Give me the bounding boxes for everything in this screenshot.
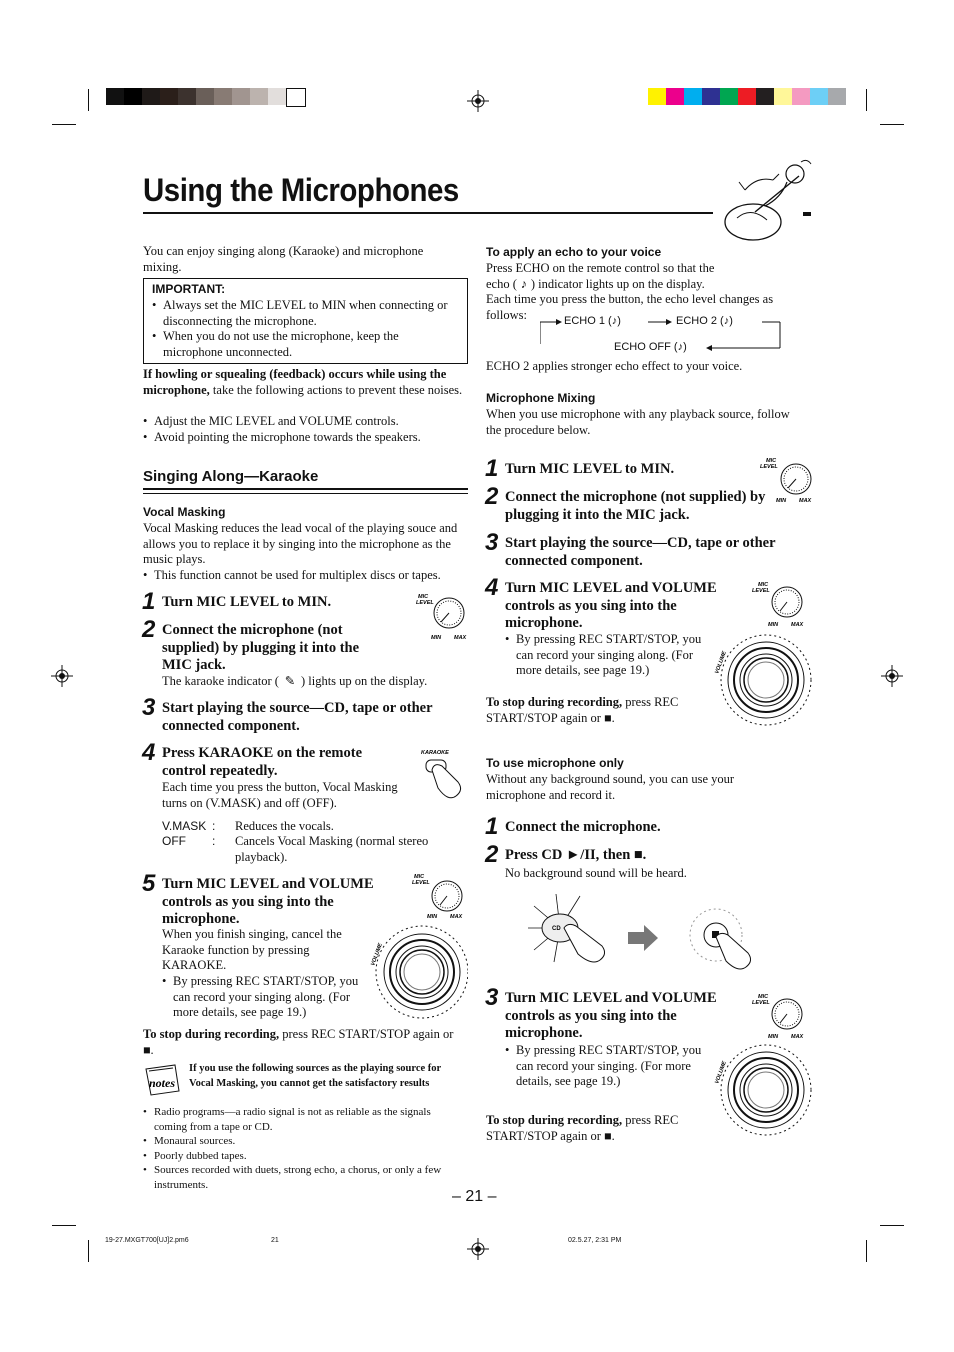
color-swatch bbox=[774, 88, 792, 105]
notes-label: notes bbox=[149, 1076, 176, 1090]
crop-mark bbox=[880, 124, 904, 125]
step-number: 1 bbox=[485, 813, 499, 840]
mic-only-step-3 bbox=[485, 984, 745, 1043]
volume-knob-icon bbox=[368, 920, 468, 1020]
list-item: • By pressing REC START/STOP, you can record your singing. (For more details, see page 19.) bbox=[505, 1043, 713, 1090]
vocal-masking-title: Vocal Masking bbox=[143, 505, 226, 519]
list-item: • Radio programs—a radio signal is not as reliable as the signals coming from a tape or CD. bbox=[143, 1105, 465, 1134]
cd-button-label: CD bbox=[552, 926, 561, 932]
cd-play-button-press-icon bbox=[520, 888, 620, 968]
howling-bold: If howling or squealing (feedback) occurs while using the microphone, bbox=[143, 367, 447, 397]
vocal-masking-text: Vocal Masking reduces the lead vocal of the playing souce and allows you to replace it by singing into the microphone as the music plays. bbox=[143, 521, 458, 567]
color-swatch bbox=[250, 88, 268, 105]
list-item: • Adjust the MIC LEVEL and VOLUME controls. bbox=[143, 414, 465, 430]
mode-row bbox=[162, 819, 462, 834]
knob-label-mic: MIC bbox=[418, 594, 429, 600]
knob-label-volume: VOLUME bbox=[370, 942, 384, 967]
howling-text bbox=[143, 367, 465, 398]
stop-bold: To stop during recording, bbox=[143, 1027, 280, 1041]
step-number: 4 bbox=[142, 739, 156, 766]
stop-rest: press REC START/STOP again or ■. bbox=[486, 1113, 679, 1143]
echo-indicator-icon: ♪ bbox=[520, 277, 528, 291]
karaoke-step-3 bbox=[142, 694, 462, 735]
color-swatch bbox=[106, 88, 124, 105]
list-item: • By pressing REC START/STOP, you can record your singing along. (For more details, see page 19.) bbox=[505, 632, 713, 679]
stop-rest: press REC START/STOP again or ■. bbox=[143, 1027, 454, 1057]
mode-desc: Reduces the vocals. bbox=[235, 819, 334, 833]
karaoke-step-5 bbox=[142, 870, 402, 929]
step4-detail: Each time you press the button, Vocal Masking turns on (V.MASK) and off (OFF). bbox=[162, 780, 398, 810]
volume-knob-icon bbox=[712, 628, 812, 728]
echo-off-label bbox=[614, 341, 687, 353]
crop-mark bbox=[52, 1225, 76, 1226]
color-swatch bbox=[702, 88, 720, 105]
registration-target-icon bbox=[51, 665, 73, 687]
list-item: • This function cannot be used for multiplex discs or tapes. bbox=[143, 568, 465, 584]
registration-target-icon bbox=[467, 1238, 489, 1260]
knob-label-level: LEVEL bbox=[412, 880, 430, 886]
karaoke-step-4 bbox=[142, 739, 402, 780]
mixing-step-3 bbox=[485, 529, 805, 570]
step-number: 3 bbox=[142, 694, 156, 721]
karaoke-indicator-text bbox=[162, 674, 462, 690]
notes-icon bbox=[143, 1063, 183, 1097]
mic-only-title: To use microphone only bbox=[486, 756, 624, 770]
echo-text-1: Press ECHO on the remote control so that the bbox=[486, 261, 715, 275]
important-box bbox=[143, 278, 468, 364]
mode-key: OFF bbox=[162, 834, 186, 848]
knob-label-min: MIN bbox=[431, 635, 442, 641]
step-text: Press KARAOKE on the remote control repeatedly. bbox=[162, 745, 363, 779]
mic-only-text: Without any background sound, you can use your microphone and record it. bbox=[486, 772, 735, 802]
volume-knob-icon bbox=[712, 1038, 812, 1138]
echo-text-2 bbox=[486, 277, 801, 293]
color-swatch bbox=[196, 88, 214, 105]
mixing-step-1 bbox=[485, 455, 755, 482]
list-item: • Poorly dubbed tapes. bbox=[143, 1149, 465, 1164]
color-swatch bbox=[792, 88, 810, 105]
echo-level-icon: ♪ bbox=[611, 315, 618, 327]
mode-key: V.MASK bbox=[162, 819, 207, 833]
color-swatch bbox=[268, 88, 286, 105]
echo-off-text: ECHO OFF ( bbox=[614, 341, 678, 353]
step-number: 2 bbox=[485, 483, 499, 510]
mode-colon: : bbox=[212, 819, 216, 833]
color-swatch bbox=[648, 88, 666, 105]
indicator-text-b: ) lights up on the display. bbox=[300, 674, 428, 688]
crop-mark bbox=[88, 89, 89, 111]
mic-only-bullets bbox=[505, 1043, 713, 1090]
echo-text-2b: ) indicator lights up on the display. bbox=[530, 277, 705, 291]
echo-1-label bbox=[564, 315, 621, 327]
step-text: Connect the microphone (not supplied) by plugging it into the MIC jack. bbox=[162, 622, 360, 673]
color-swatch bbox=[142, 88, 160, 105]
list-item: • Sources recorded with duets, strong echo, a chorus, or only a few instruments. bbox=[143, 1163, 465, 1192]
mixing-step-2 bbox=[485, 483, 805, 524]
step-text: Turn MIC LEVEL and VOLUME controls as you sing into the microphone. bbox=[162, 876, 374, 927]
mic-level-knob-icon bbox=[410, 872, 466, 922]
step-text: Turn MIC LEVEL and VOLUME controls as you sing into the microphone. bbox=[505, 580, 717, 631]
notes-list bbox=[143, 1105, 465, 1192]
echo-level-icon: ♪ bbox=[677, 341, 684, 353]
crop-mark bbox=[52, 124, 76, 125]
mic-only-step-1 bbox=[485, 813, 755, 840]
knob-label-mic: MIC bbox=[766, 458, 777, 464]
stop-bold: To stop during recording, bbox=[486, 695, 623, 709]
crop-mark bbox=[866, 1240, 867, 1262]
step-text: Press CD ►/II, then ■. bbox=[505, 847, 647, 863]
color-swatch bbox=[720, 88, 738, 105]
color-swatch bbox=[828, 88, 846, 105]
step-number: 3 bbox=[485, 984, 499, 1011]
step-number: 3 bbox=[485, 529, 499, 556]
footer-date: 02.5.27, 2:31 PM bbox=[568, 1237, 622, 1244]
footer-page: 21 bbox=[271, 1237, 279, 1244]
step-text: Start playing the source—CD, tape or other connected component. bbox=[505, 535, 776, 569]
knob-label-level: LEVEL bbox=[752, 588, 770, 594]
step-text: Start playing the source—CD, tape or other connected component. bbox=[162, 700, 433, 734]
knob-label-min: MIN bbox=[776, 498, 787, 504]
knob-label-mic: MIC bbox=[414, 874, 425, 880]
knob-label-level: LEVEL bbox=[760, 464, 778, 470]
knob-label-max: MAX bbox=[450, 914, 463, 920]
crop-mark bbox=[88, 1240, 89, 1262]
mic-only-stop-text bbox=[486, 1113, 701, 1144]
knob-label-volume: VOLUME bbox=[714, 650, 728, 675]
howling-rest: take the following actions to prevent these noises. bbox=[209, 382, 463, 397]
karaoke-indicator-icon: ✎ bbox=[284, 674, 296, 688]
important-list bbox=[152, 298, 452, 361]
knob-label-min: MIN bbox=[427, 914, 438, 920]
step-text: Connect the microphone (not supplied) by plugging it into the MIC jack. bbox=[505, 489, 766, 523]
crop-mark bbox=[866, 89, 867, 111]
arrow-icon bbox=[626, 924, 660, 952]
mode-colon: : bbox=[212, 834, 216, 848]
karaoke-step-2 bbox=[142, 616, 392, 675]
knob-label-volume: VOLUME bbox=[714, 1060, 728, 1085]
mic-level-knob-icon bbox=[414, 592, 470, 642]
mic-level-knob-icon bbox=[750, 580, 806, 630]
color-swatch bbox=[810, 88, 828, 105]
knob-label-mic: MIC bbox=[758, 994, 769, 1000]
stop-recording-text bbox=[143, 1027, 465, 1058]
paren: ) bbox=[729, 315, 733, 327]
mode-row bbox=[162, 834, 462, 866]
step-number: 1 bbox=[142, 588, 156, 615]
footer-file: 19-27.MXGT700[UJ]2.pm6 bbox=[105, 1237, 189, 1244]
knob-label-min: MIN bbox=[768, 622, 779, 628]
registration-target-icon bbox=[881, 665, 903, 687]
knob-label-level: LEVEL bbox=[752, 1000, 770, 1006]
color-swatch bbox=[178, 88, 196, 105]
list-item: • By pressing REC START/STOP, you can record your singing along. (For more details, see page 19.) bbox=[162, 974, 372, 1021]
step-text: Turn MIC LEVEL to MIN. bbox=[162, 594, 332, 610]
mixing-stop-text bbox=[486, 695, 701, 726]
paren: ) bbox=[617, 315, 621, 327]
step-number: 1 bbox=[485, 455, 499, 482]
mixing-bullets bbox=[505, 632, 713, 679]
step5-bullets bbox=[162, 974, 372, 1021]
echo-1-text: ECHO 1 ( bbox=[564, 315, 612, 327]
echo-text-3: Each time you press the button, the echo level changes as follows: bbox=[486, 292, 774, 322]
vocal-masking-note bbox=[143, 568, 465, 584]
echo-cycle-diagram bbox=[540, 306, 785, 352]
section-title-karaoke: Singing Along—Karaoke bbox=[143, 468, 319, 485]
mixing-step-4 bbox=[485, 574, 745, 633]
page-title: Using the Microphones bbox=[143, 172, 459, 208]
echo-title: To apply an echo to your voice bbox=[486, 245, 662, 259]
knob-label-max: MAX bbox=[791, 622, 804, 628]
knob-label-mic: MIC bbox=[758, 582, 769, 588]
stop-bold: To stop during recording, bbox=[486, 1113, 623, 1127]
knob-label-max: MAX bbox=[799, 498, 812, 504]
mic-only-step-2 bbox=[485, 841, 755, 868]
color-swatch bbox=[214, 88, 232, 105]
karaoke-button-label: KARAOKE bbox=[421, 750, 449, 756]
list-item: • Always set the MIC LEVEL to MIN when connecting or disconnecting the microphone. bbox=[152, 298, 452, 329]
step-number: 5 bbox=[142, 870, 156, 897]
section-rule-thin bbox=[143, 493, 468, 494]
registration-target-icon bbox=[467, 90, 489, 112]
echo-level-icon: ♪ bbox=[723, 315, 730, 327]
crop-mark bbox=[880, 1225, 904, 1226]
mixing-text: When you use microphone with any playback source, follow the procedure below. bbox=[486, 407, 790, 437]
step-text: Turn MIC LEVEL and VOLUME controls as you sing into the microphone. bbox=[505, 990, 717, 1041]
list-item: • Monaural sources. bbox=[143, 1134, 465, 1149]
indicator-text-a: The karaoke indicator ( bbox=[162, 674, 279, 688]
important-label: IMPORTANT: bbox=[152, 282, 226, 296]
step-number: 4 bbox=[485, 574, 499, 601]
color-swatch bbox=[756, 88, 774, 105]
color-swatch bbox=[232, 88, 250, 105]
title-rule bbox=[143, 212, 713, 214]
step-text: Connect the microphone. bbox=[505, 819, 661, 835]
singer-with-violin-icon bbox=[715, 152, 819, 246]
knob-label-max: MAX bbox=[454, 635, 467, 641]
color-swatch bbox=[738, 88, 756, 105]
page-number: – 21 – bbox=[452, 1188, 497, 1205]
echo-2-label bbox=[676, 315, 733, 327]
knob-label-level: LEVEL bbox=[416, 600, 434, 606]
karaoke-step-1 bbox=[142, 588, 392, 615]
intro-text: You can enjoy singing along (Karaoke) and microphone mixing. bbox=[143, 244, 424, 274]
color-swatch bbox=[684, 88, 702, 105]
mixing-title: Microphone Mixing bbox=[486, 391, 596, 405]
mode-list bbox=[162, 819, 462, 866]
stop-rest: press REC START/STOP again or ■. bbox=[486, 695, 679, 725]
mic-level-knob-icon bbox=[750, 992, 806, 1042]
list-item: • When you do not use the microphone, keep the microphone unconnected. bbox=[152, 329, 452, 360]
paren: ) bbox=[683, 341, 687, 353]
step-text: Turn MIC LEVEL to MIN. bbox=[505, 461, 675, 477]
section-rule bbox=[143, 488, 468, 490]
mode-desc: Cancels Vocal Masking (normal stereo playback). bbox=[235, 834, 429, 864]
knob-label-max: MAX bbox=[791, 1034, 804, 1040]
karaoke-button-press-icon bbox=[418, 748, 470, 800]
stop-button-press-icon bbox=[680, 905, 760, 975]
mic-only-step2-detail: No background sound will be heard. bbox=[505, 866, 687, 880]
notes-heading: If you use the following sources as the playing source for Vocal Masking, you cannot get the satisfactory results bbox=[189, 1063, 442, 1089]
color-swatch bbox=[666, 88, 684, 105]
howling-list bbox=[143, 414, 465, 445]
echo-note: ECHO 2 applies stronger echo effect to your voice. bbox=[486, 359, 743, 373]
color-swatch bbox=[286, 88, 306, 107]
echo-2-text: ECHO 2 ( bbox=[676, 315, 724, 327]
knob-label-min: MIN bbox=[768, 1034, 779, 1040]
step-number: 2 bbox=[485, 841, 499, 868]
step5-detail: When you finish singing, cancel the Karaoke function by pressing KARAOKE. bbox=[162, 927, 342, 973]
color-swatch bbox=[124, 88, 142, 105]
step-number: 2 bbox=[142, 616, 156, 643]
color-swatch bbox=[160, 88, 178, 105]
list-item: • Avoid pointing the microphone towards the speakers. bbox=[143, 430, 465, 446]
echo-text-2a: echo ( bbox=[486, 277, 517, 291]
